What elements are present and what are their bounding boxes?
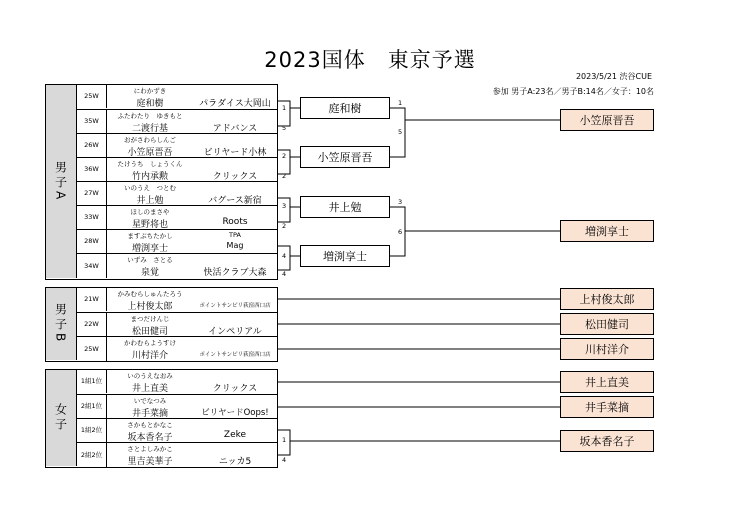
player-name: 泉覚 [140,268,159,278]
men-a-category [46,85,77,278]
player-rank: 36W [77,158,107,181]
player-name: 小笠原晋吾 [127,148,173,158]
player-kana: かみむらしゅんたろう [117,290,183,298]
table-row [77,418,277,442]
player-rank: 2組1位 [77,395,107,418]
player-rank: 33W [77,206,107,229]
player-name: 坂本香名子 [127,433,173,443]
qualifier-box: 井手菜摘 [560,396,654,418]
table-row [77,85,277,109]
men-b-rows [77,288,277,360]
match-score: 4 [282,270,287,278]
table-row [77,181,277,205]
table-row [77,336,277,360]
match-score: 1 [282,436,287,444]
player-kana: ふたわたり ゆきもと [117,112,183,120]
player-rank: 2組2位 [77,443,107,467]
player-rank: 34W [77,254,107,278]
player-kana: さかもとかなこ [127,421,173,429]
table-row [77,370,277,394]
qualifier-box: 坂本香名子 [560,430,654,452]
player-kana: にわかずき [133,87,167,95]
round1-winner-box: 小笠原晋吾 [300,146,390,168]
player-rank: 1組2位 [77,419,107,442]
player-club-line1: TPA [229,231,241,239]
qualifier-box: 川村洋介 [560,338,654,360]
player-club: クリックス [212,172,258,182]
player-rank: 22W [77,313,107,336]
player-club: インペリアル [208,327,262,337]
men-b-table [45,287,278,362]
women-category [46,370,77,466]
table-row [77,253,277,278]
player-rank: 1組1位 [77,370,107,393]
table-row [77,288,277,312]
qualifier-box: 小笠原晋吾 [560,109,654,131]
player-rank: 25W [77,337,107,361]
women-table [45,369,278,468]
match-score: 1 [398,99,403,107]
player-name: 松田健司 [131,327,168,337]
match-score: 5 [282,124,287,132]
men-b-label: 男子B [53,303,68,345]
match-score: 4 [282,456,287,464]
match-score: 4 [282,252,287,260]
player-club: アドバンス [212,124,258,134]
player-name: 二渡行基 [131,124,168,134]
table-row [77,442,277,466]
player-club: クリックス [212,384,258,394]
player-kana: いでなつみ [133,397,167,405]
men-a-rows [77,85,277,278]
match-score: 3 [282,202,287,210]
table-row [77,312,277,336]
round1-winner-box: 庭和樹 [300,97,390,119]
match-score: 6 [398,228,403,236]
player-name: 増渕享士 [131,244,168,254]
player-name: 井手菜摘 [131,409,168,419]
player-club: ビリヤードOops! [201,408,269,418]
table-row [77,205,277,229]
table-row [77,133,277,157]
player-rank: 27W [77,182,107,205]
player-name: 星野将也 [131,220,168,230]
player-kana: ますぶちたかし [127,232,173,240]
men-a-table [45,84,278,280]
player-rank: 21W [77,288,107,311]
match-score: 2 [282,172,287,180]
round1-winner-box: 井上勉 [300,196,390,218]
player-name: 井上直美 [131,384,168,394]
player-club: 快活クラブ大森 [203,268,267,278]
women-label: 女子 [53,403,68,433]
player-kana: まつだけんじ [130,315,170,323]
round1-winner-box: 増渕享士 [300,245,390,267]
men-a-label: 男子A [53,160,68,203]
player-club: ポイントサンピリ荻窪西口店 [199,352,271,358]
table-row [77,157,277,181]
match-score: 5 [398,128,403,136]
player-kana: かわむらようすけ [124,339,176,347]
player-rank: 26W [77,134,107,157]
player-club: Mag [226,241,244,250]
women-rows [77,370,277,466]
player-club: ビリヤード小林 [203,148,267,158]
page-title: 2023国体 東京予選 [264,48,476,72]
player-name: 上村俊太郎 [127,302,173,312]
qualifier-box: 上村俊太郎 [560,288,654,310]
date-venue: 2023/5/21 渋谷CUE [575,72,652,81]
player-club: Roots [222,217,248,227]
player-name: 里吉美華子 [127,457,173,467]
men-b-category [46,288,77,360]
table-row [77,394,277,418]
table-row [77,109,277,133]
player-kana: いのうえ つとむ [124,184,176,192]
player-name: 庭和樹 [136,99,164,109]
player-club: ポイントサンピリ荻窪西口店 [199,303,271,309]
player-club: Zeke [223,430,247,440]
participant-counts: 参加 男子A:23名／男子B:14名／女子：10名 [492,87,654,96]
player-kana: いずみ さとる [127,256,173,264]
player-kana: たけうち しょうくん [117,160,183,168]
table-row [77,229,277,253]
match-score: 2 [282,152,287,160]
player-kana: さとよしみかこ [127,445,173,453]
qualifier-box: 松田健司 [560,313,654,335]
player-club: ニッカ5 [218,457,252,467]
player-club: バグース新宿 [208,196,262,206]
player-kana: おがさわらしんご [124,136,176,144]
player-name: 井上勉 [136,196,164,206]
match-score: 2 [282,222,287,230]
qualifier-box: 増渕享士 [560,220,654,242]
player-club: パラダイス大岡山 [199,99,271,109]
player-rank: 35W [77,110,107,133]
match-score: 3 [398,198,403,206]
player-name: 川村洋介 [131,351,168,361]
qualifier-box: 井上直美 [560,371,654,393]
player-kana: ほしのまさや [130,208,170,216]
player-name: 竹内承勲 [131,172,168,182]
player-kana: いのうえなおみ [127,372,173,380]
match-score: 1 [282,104,287,112]
player-rank: 28W [77,230,107,253]
player-rank: 25W [77,85,107,108]
